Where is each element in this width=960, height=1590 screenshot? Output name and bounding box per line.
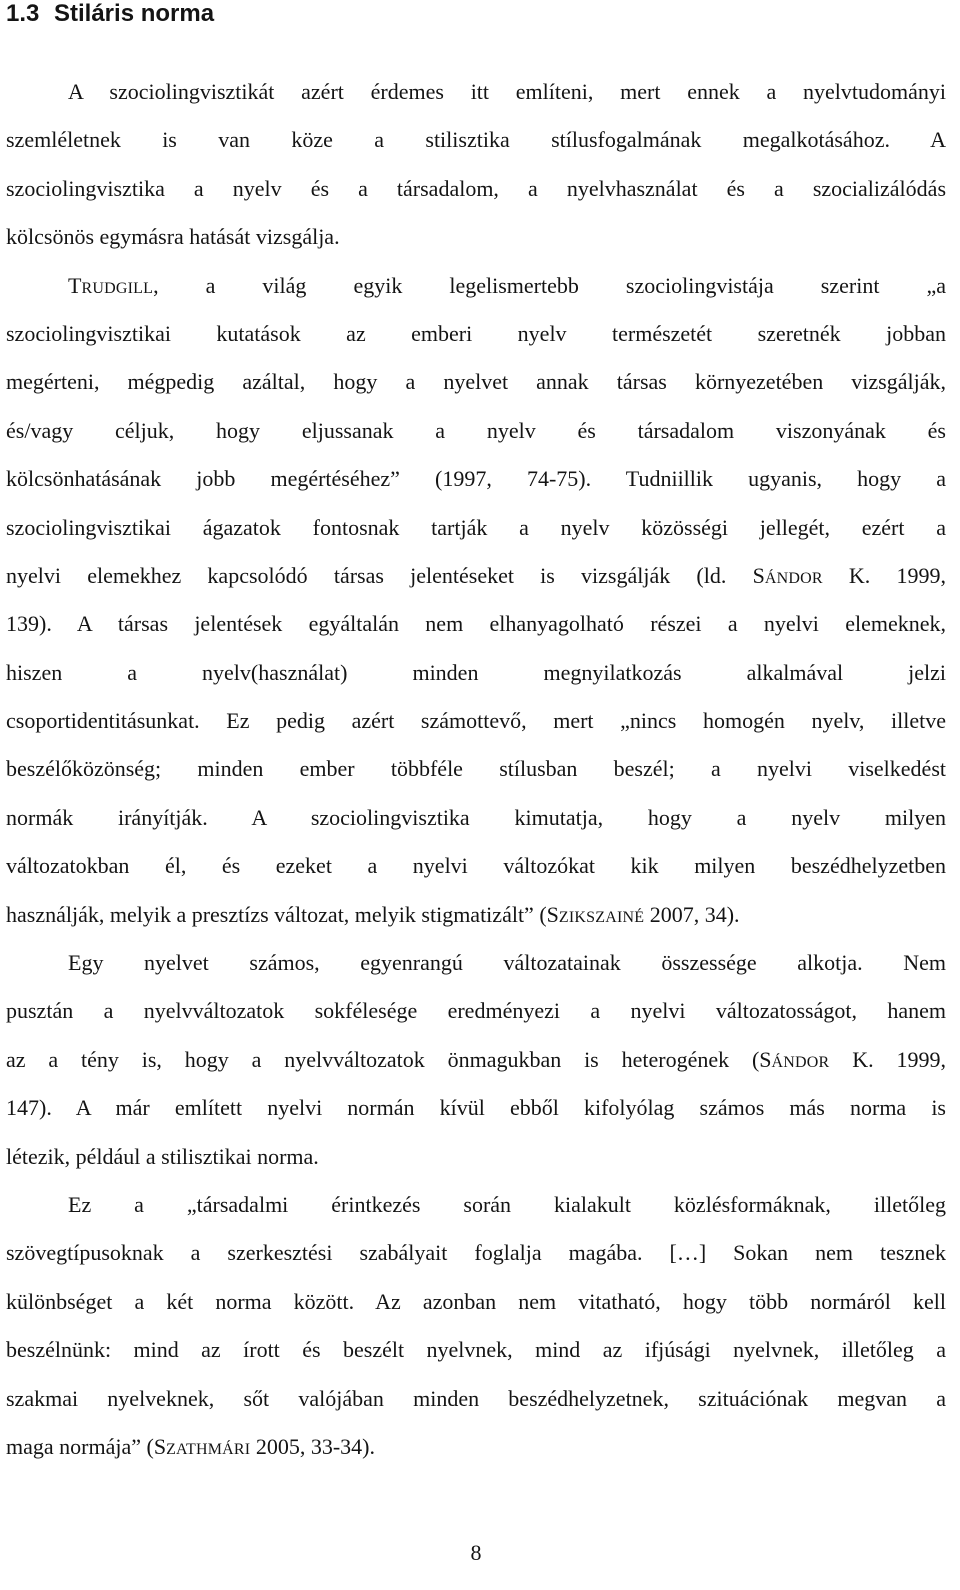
section-number: 1.3	[6, 0, 40, 27]
text-run: az a tény is, hogy a nyelvváltozatok önmagukban is heterogének (S	[6, 1046, 772, 1072]
paragraph	[6, 68, 946, 262]
text-run: kölcsönös egymásra hatását vizsgálja.	[6, 224, 340, 250]
text-line	[6, 358, 946, 406]
text-run: 2007, 34).	[644, 901, 740, 927]
text-run: nyelvi elemekhez kapcsolódó társas jelentéseket is vizsgálják (ld. S	[6, 562, 765, 588]
text-run: Egy nyelvet számos, egyenrangú változatainak összessége alkotja. Nem	[68, 950, 946, 976]
text-run: szociolingvisztikai ágazatok fontosnak tartják a nyelv közösségi jellegét, ezért a	[6, 514, 946, 540]
text-line	[6, 213, 946, 261]
text-run: K. 1999,	[822, 562, 946, 588]
text-line	[6, 842, 946, 890]
text-run: használják, melyik a presztízs változat, melyik stigmatizált” (S	[6, 901, 559, 927]
small-caps-name: ZATHMÁRI	[166, 1440, 251, 1458]
text-run: 147). A már említett nyelvi normán kívül ebből kifolyólag számos más norma is	[6, 1095, 946, 1121]
text-line	[6, 1084, 946, 1132]
text-run: Ez a „társadalmi érintkezés során kialakult közlésformáknak, illetőleg	[68, 1191, 946, 1217]
text-line	[6, 1326, 946, 1374]
small-caps-name: ÁNDOR	[764, 569, 823, 587]
text-line	[6, 891, 946, 939]
text-line	[6, 745, 946, 793]
text-line	[6, 1133, 946, 1181]
small-caps-name: RUDGILL	[81, 279, 154, 297]
text-run: megérteni, mégpedig azáltal, hogy a nyelvet annak társas környezetében vizsgálják,	[6, 369, 946, 395]
section-title: Stiláris norma	[54, 0, 215, 27]
text-run: létezik, például a stilisztikai norma.	[6, 1143, 319, 1169]
text-run: normák irányítják. A szociolingvisztika kimutatja, hogy a nyelv milyen	[6, 804, 946, 830]
text-line	[6, 407, 946, 455]
text-line	[6, 1036, 946, 1084]
text-run: szociolingvisztika a nyelv és a társadalom, a nyelvhasználat és a szocializálódás	[6, 175, 946, 201]
text-line	[6, 1229, 946, 1277]
text-line	[6, 600, 946, 648]
text-run: és/vagy céljuk, hogy eljussanak a nyelv és társadalom viszonyának és	[6, 417, 946, 443]
text-run: szociolingvisztikai kutatások az emberi nyelv természetét szeretnék jobban	[6, 320, 946, 346]
text-line	[6, 1278, 946, 1326]
text-run: beszélnünk: mind az írott és beszélt nyelvnek, mind az ifjúsági nyelvnek, illetőleg a	[6, 1337, 946, 1363]
text-run: pusztán a nyelvváltozatok sokfélesége eredményezi a nyelvi változatosságot, hanem	[6, 998, 946, 1024]
text-run: szemléletnek is van köze a stilisztika stílusfogalmának megalkotásához. A	[6, 127, 946, 153]
text-line	[6, 794, 946, 842]
text-run: szakmai nyelveknek, sőt valójában minden beszédhelyzetnek, szituációnak megvan a	[6, 1385, 946, 1411]
text-line	[6, 987, 946, 1035]
text-run: kölcsönhatásának jobb megértéséhez” (1997, 74-75). Tudniillik ugyanis, hogy a	[6, 466, 946, 492]
page-number: 8	[470, 1540, 482, 1565]
text-line	[6, 68, 946, 116]
text-run: 2005, 33-34).	[250, 1433, 375, 1459]
paragraph	[6, 1181, 946, 1471]
text-line	[6, 1423, 946, 1471]
text-run: maga normája” (S	[6, 1433, 167, 1459]
text-run: változatokban él, és ezeket a nyelvi változókat kik milyen beszédhelyzetben	[6, 853, 946, 879]
text-run: különbséget a két norma között. Az azonban nem vitatható, hogy több normáról kell	[6, 1288, 946, 1314]
paragraph	[6, 939, 946, 1181]
text-line	[6, 504, 946, 552]
text-line	[6, 262, 946, 310]
text-run: A szociolingvisztikát azért érdemes itt említeni, mert ennek a nyelvtudományi	[68, 79, 946, 104]
small-caps-name: ÁNDOR	[771, 1053, 830, 1071]
text-run: 139). A társas jelentések egyáltalán nem elhanyagolható részei a nyelvi elemeknek,	[6, 611, 946, 637]
text-line	[6, 1181, 946, 1229]
text-line	[6, 310, 946, 358]
body-text	[6, 68, 946, 1471]
text-run: csoportidentitásunkat. Ez pedig azért számottevő, mert „nincs homogén nyelv, illetve	[6, 708, 946, 734]
text-run: , a világ egyik legelismertebb szociolingvistája szerint „a	[153, 272, 946, 298]
text-line	[6, 1375, 946, 1423]
text-run: K. 1999,	[829, 1046, 946, 1072]
text-line	[6, 939, 946, 987]
text-line	[6, 116, 946, 164]
text-run: beszélőközönség; minden ember többféle stílusban beszél; a nyelvi viselkedést	[6, 756, 946, 782]
small-caps-name: ZIKSZAINÉ	[558, 908, 645, 926]
text-line	[6, 165, 946, 213]
text-run: T	[68, 272, 82, 298]
text-line	[6, 697, 946, 745]
text-line	[6, 649, 946, 697]
text-run: szövegtípusoknak a szerkesztési szabályait foglalja magába. […] Sokan nem tesznek	[6, 1240, 946, 1266]
section-heading	[6, 0, 214, 30]
paragraph	[6, 262, 946, 939]
text-line	[6, 552, 946, 600]
text-line	[6, 455, 946, 503]
text-run: hiszen a nyelv(használat) minden megnyilatkozás alkalmával jelzi	[6, 659, 946, 685]
